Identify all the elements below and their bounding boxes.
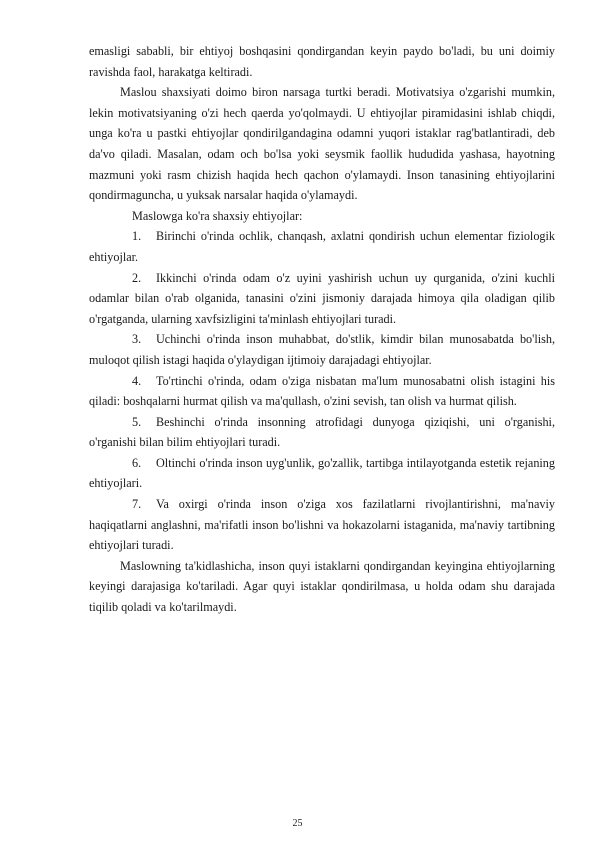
list-number: 4. — [132, 373, 142, 388]
paragraph-continuation: emasligi sababli, bir ehtiyoj boshqasini qondirgandan keyin paydo bo'ladi, bu uni doimiy ravishda faol, harakatga keltiradi. — [89, 44, 555, 79]
paragraph-maslow-motivation: Maslou shaxsiyati doimo biron narsaga turtki beradi. Motivatsiya o'zgarishi mumkin, lekin motivatsiyaning o'zi hech qaerda yo'qolmaydi. U ehtiyojlar piramidasini ishlab chiqdi, unga ko'ra u pastki ehtiyojlar qondirilgandagina odamni yuqori istaklar rag'batlantiradi, deb da'vo qiladi. Masalan, odam och bo'lsa yoki seysmik faollik hududida yashasa, hayotning mazmuni yoki rasm chizish haqida hech qachon o'ylamaydi. Inson tanasining ehtiyojlarini qondirmaguncha, u yuksak narsalar haqida o'ylamaydi. — [89, 85, 555, 203]
list-item-text: Va oxirgi o'rinda inson o'ziga xos fazilatlarni rivojlantirishni, ma'naviy haqiqatlarni anglashni, ma'rifatli inson bo'lishni va hokazolarni istaganida, ma'naviy tartibning ehtiyojlari turadi. — [89, 497, 555, 553]
list-item — [89, 494, 555, 556]
list-intro: Maslowga ko'ra shaxsiy ehtiyojlar: — [132, 208, 303, 223]
list-number: 6. — [132, 455, 142, 470]
list-item — [89, 226, 555, 267]
list-item — [89, 453, 555, 494]
list-number: 1. — [132, 229, 142, 244]
list-number: 3. — [132, 332, 142, 347]
list-number: 5. — [132, 414, 142, 429]
list-item — [89, 268, 555, 330]
list-item-text: Uchinchi o'rinda inson muhabbat, do'stlik, kimdir bilan munosabatda bo'lish, muloqot qilish istagi haqida o'ylaydigan ijtimoiy darajadagi ehtiyojlar. — [89, 332, 555, 367]
list-number: 2. — [132, 270, 142, 285]
list-item-text: Beshinchi o'rinda insonning atrofidagi dunyoga qiziqishi, uni o'rganishi, o'rganishi bilan bilim ehtiyojlari turadi. — [89, 414, 555, 450]
list-item-text: To'rtinchi o'rinda, odam o'ziga nisbatan ma'lum munosabatni olish istagini his qiladi: boshqalarni hurmat qilish va ma'qullash, o'zini sevish, tan olish va hurmat qilish. — [89, 373, 555, 409]
list-item — [89, 329, 555, 370]
paragraph-closing: Maslowning ta'kidlashicha, inson quyi istaklarni qondirgandan keyingina ehtiyojlarning keyingi darajasiga ko'tariladi. Agar quyi istaklar qondirilmasa, u holda odam shu darajada tiqilib qoladi va ko'tarilmaydi. — [89, 558, 555, 615]
list-item-text: Ikkinchi o'rinda odam o'z uyini yashirish uchun uy qurganida, o'zini kuchli odamlar bilan o'rab olganida, tanasini o'zini jismoniy darajada himoya qila oladigan qilib o'rgatganda, ularning xavfsizligini ta'minlash ehtiyojlari turadi. — [89, 270, 555, 326]
body-text — [89, 41, 555, 618]
list-item — [89, 371, 555, 412]
list-item — [89, 412, 555, 453]
list-item-text: Oltinchi o'rinda inson uyg'unlik, go'zallik, tartibga intilayotganda estetik rejaning ehtiyojlari. — [89, 455, 555, 491]
list-item-text: Birinchi o'rinda ochlik, chanqash, axlatni qondirish uchun elementar fiziologik ehtiyojlar. — [89, 229, 555, 264]
page-number: 25 — [292, 818, 303, 829]
list-number: 7. — [132, 497, 142, 512]
